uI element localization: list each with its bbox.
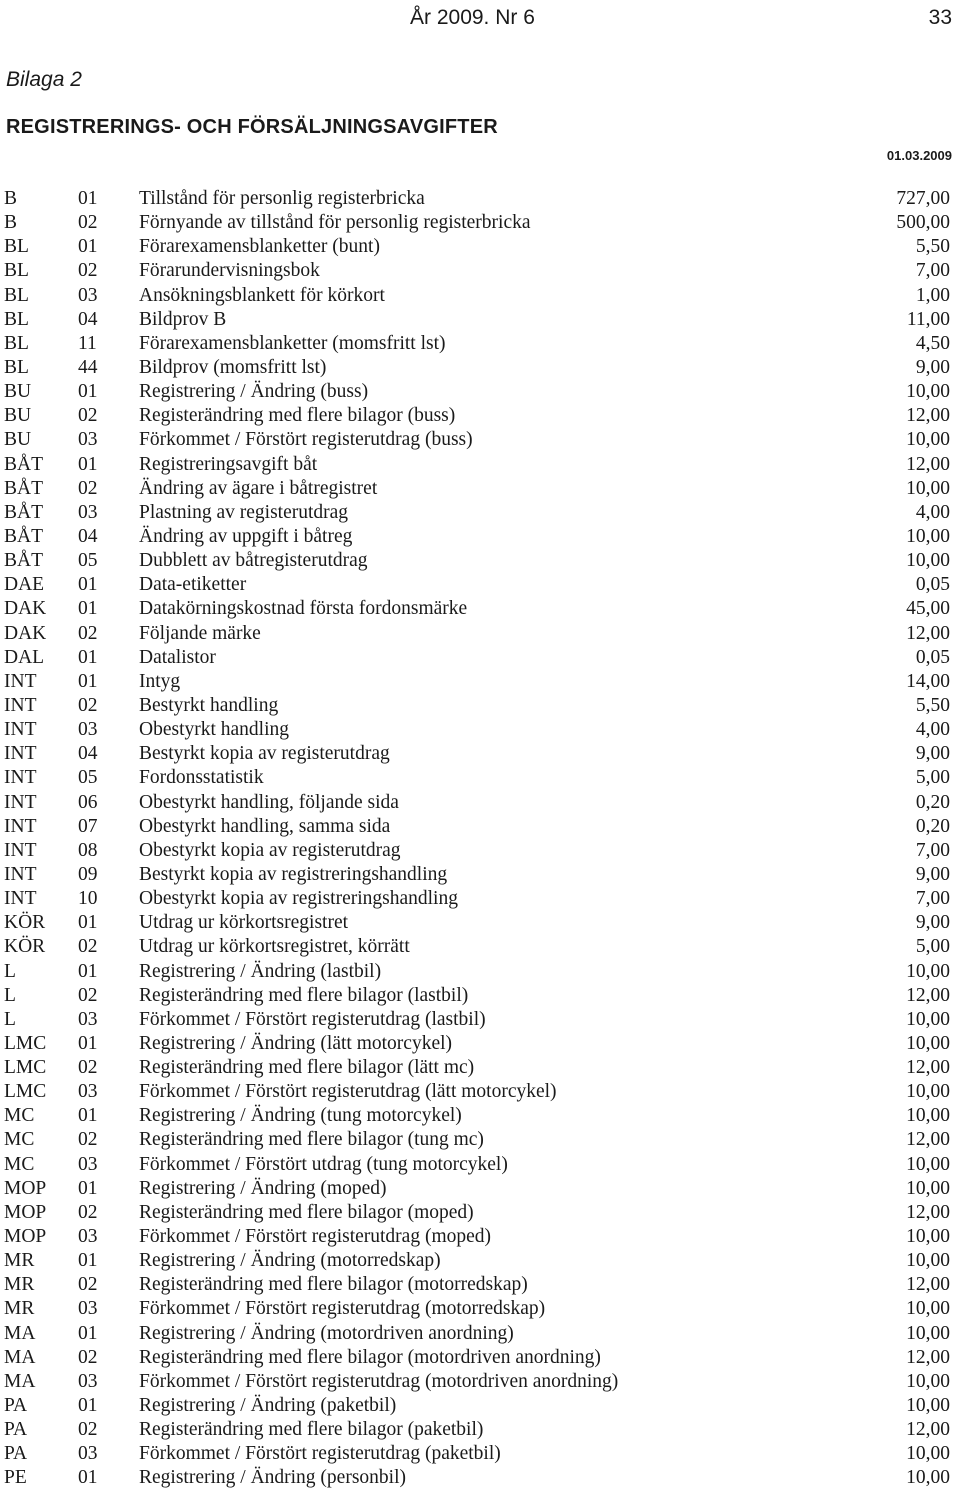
- fee-price: 10,00: [906, 1395, 950, 1417]
- fee-code: BÅT: [4, 525, 43, 547]
- fee-number: 03: [78, 284, 98, 306]
- table-row: [0, 356, 960, 380]
- fee-code: INT: [4, 694, 37, 716]
- fee-code: INT: [4, 791, 37, 813]
- fee-price: 12,00: [906, 622, 950, 644]
- fee-number: 02: [78, 1129, 98, 1151]
- fee-code: MOP: [4, 1177, 47, 1199]
- fee-description: Obestyrkt handling: [139, 719, 290, 741]
- fee-description: Obestyrkt kopia av registreringshandling: [139, 888, 458, 910]
- fee-price: 12,00: [906, 984, 950, 1006]
- table-row: [0, 1249, 960, 1273]
- fee-number: 06: [78, 791, 98, 813]
- table-row: [0, 839, 960, 863]
- table-row: [0, 477, 960, 501]
- fee-price: 10,00: [906, 1298, 950, 1320]
- fee-description: Dubblett av båtregisterutdrag: [139, 550, 368, 572]
- table-row: [0, 284, 960, 308]
- fee-code: BL: [4, 260, 29, 282]
- table-row: [0, 259, 960, 283]
- table-row: [0, 1273, 960, 1297]
- page-number: 33: [928, 6, 952, 29]
- table-row: [0, 935, 960, 959]
- fee-number: 02: [78, 1274, 98, 1296]
- fee-description: Registrering / Ändring (paketbil): [139, 1395, 397, 1417]
- fee-description: Förkommet / Förstört registerutdrag (moped): [139, 1226, 492, 1248]
- fee-number: 04: [78, 743, 98, 765]
- fee-number: 01: [78, 453, 98, 475]
- fee-description: Förarexamensblanketter (bunt): [139, 236, 380, 258]
- fee-code: L: [4, 960, 16, 982]
- fee-number: 04: [78, 525, 98, 547]
- fee-number: 03: [78, 1443, 98, 1465]
- fee-description: Förarexamensblanketter (momsfritt lst): [139, 332, 446, 354]
- fee-code: MR: [4, 1250, 35, 1272]
- fee-description: Förnyande av tillstånd för personlig registerbricka: [139, 212, 531, 234]
- fee-price: 10,00: [906, 1153, 950, 1175]
- table-row: [0, 1153, 960, 1177]
- fee-description: Registerändring med flere bilagor (moped): [139, 1201, 474, 1223]
- fee-number: 05: [78, 767, 98, 789]
- fee-code: MA: [4, 1346, 36, 1368]
- fee-description: Förkommet / Förstört registerutdrag (motordriven anordning): [139, 1370, 619, 1392]
- fee-price: 7,00: [915, 888, 950, 910]
- fee-price: 12,00: [906, 1201, 950, 1223]
- fee-price: 45,00: [906, 598, 950, 620]
- page-header: [0, 6, 960, 36]
- fee-description: Registrering / Ändring (lastbil): [139, 960, 382, 982]
- fee-code: MA: [4, 1322, 36, 1344]
- table-row: [0, 1008, 960, 1032]
- table-row: [0, 1346, 960, 1370]
- fee-description: Plastning av registerutdrag: [139, 501, 349, 523]
- fee-code: BÅT: [4, 453, 43, 475]
- fee-description: Tillstånd för personlig registerbricka: [139, 188, 425, 209]
- fee-description: Data-etiketter: [139, 574, 247, 596]
- fee-price: 727,00: [896, 188, 950, 209]
- fee-description: Registrering / Ändring (moped): [139, 1177, 387, 1199]
- fee-code: MC: [4, 1129, 35, 1151]
- fee-code: B: [4, 212, 18, 234]
- fee-description: Bildprov (momsfritt lst): [139, 356, 327, 378]
- fee-description: Registerändring med flere bilagor (motordriven anordning): [139, 1346, 601, 1368]
- table-row: [0, 622, 960, 646]
- fee-code: L: [4, 1008, 16, 1030]
- fee-code: BL: [4, 284, 29, 306]
- fee-price: 9,00: [915, 912, 950, 934]
- fee-number: 02: [78, 936, 98, 958]
- fee-price: 10,00: [906, 1226, 950, 1248]
- table-row: [0, 1418, 960, 1442]
- table-row: [0, 815, 960, 839]
- fee-price: 0,05: [915, 646, 950, 668]
- fee-description: Registrering / Ändring (motordriven anordning): [139, 1322, 514, 1344]
- fee-code: INT: [4, 888, 37, 910]
- fee-description: Förkommet / Förstört registerutdrag (buss): [139, 429, 473, 451]
- fee-number: 05: [78, 550, 98, 572]
- fee-number: 02: [78, 1419, 98, 1441]
- fee-number: 44: [78, 356, 98, 378]
- fee-description: Bildprov B: [139, 308, 227, 330]
- table-row: [0, 646, 960, 670]
- fee-description: Registrering / Ändring (motorredskap): [139, 1250, 441, 1272]
- fee-number: 01: [78, 598, 98, 620]
- fee-code: KÖR: [4, 936, 46, 958]
- fee-code: DAE: [4, 574, 45, 596]
- table-row: [0, 525, 960, 549]
- fee-number: 02: [78, 622, 98, 644]
- fee-code: INT: [4, 863, 37, 885]
- table-row: [0, 1322, 960, 1346]
- fee-code: INT: [4, 670, 37, 692]
- fee-number: 08: [78, 839, 98, 861]
- table-row: [0, 211, 960, 235]
- fee-price: 0,20: [915, 791, 950, 813]
- table-row: [0, 308, 960, 332]
- table-row: [0, 766, 960, 790]
- fee-number: 03: [78, 501, 98, 523]
- fee-description: Förarundervisningsbok: [139, 260, 320, 282]
- table-row: [0, 694, 960, 718]
- fee-description: Utdrag ur körkortsregistret, körrätt: [139, 936, 410, 958]
- fee-code: MR: [4, 1298, 35, 1320]
- fee-number: 11: [78, 332, 97, 354]
- fee-number: 03: [78, 1008, 98, 1030]
- table-row: [0, 887, 960, 911]
- table-row: [0, 1201, 960, 1225]
- fee-number: 10: [78, 888, 98, 910]
- fee-description: Registrering / Ändring (buss): [139, 381, 369, 403]
- fee-code: INT: [4, 839, 37, 861]
- fee-code: BU: [4, 381, 32, 403]
- table-row: [0, 187, 960, 211]
- fee-price: 4,00: [915, 501, 950, 523]
- fee-description: Bestyrkt kopia av registerutdrag: [139, 743, 390, 765]
- fee-description: Registerändring med flere bilagor (tung mc): [139, 1129, 484, 1151]
- fee-code: MA: [4, 1370, 36, 1392]
- fee-code: DAK: [4, 598, 47, 620]
- fee-number: 03: [78, 1153, 98, 1175]
- fee-number: 01: [78, 381, 98, 403]
- fee-price: 12,00: [906, 1129, 950, 1151]
- fee-price: 1,00: [915, 284, 950, 306]
- fee-description: Fordonsstatistik: [139, 767, 264, 789]
- fee-description: Följande märke: [139, 622, 261, 644]
- table-row: [0, 380, 960, 404]
- fee-description: Registerändring med flere bilagor (paketbil): [139, 1419, 484, 1441]
- fee-description: Registreringsavgift båt: [139, 453, 318, 475]
- fee-price: 0,05: [915, 574, 950, 596]
- fee-price: 5,50: [915, 694, 950, 716]
- fee-code: BL: [4, 236, 29, 258]
- fee-description: Bestyrkt kopia av registreringshandling: [139, 863, 448, 885]
- fee-code: PA: [4, 1443, 28, 1465]
- fee-code: BU: [4, 405, 32, 427]
- fee-number: 03: [78, 1226, 98, 1248]
- fee-code: KÖR: [4, 912, 46, 934]
- fee-description: Registrering / Ändring (personbil): [139, 1467, 406, 1489]
- fee-price: 12,00: [906, 453, 950, 475]
- fee-price: 12,00: [906, 1274, 950, 1296]
- fee-description: Förkommet / Förstört registerutdrag (lastbil): [139, 1008, 486, 1030]
- fee-price: 10,00: [906, 1443, 950, 1465]
- fee-number: 02: [78, 212, 98, 234]
- table-row: [0, 1466, 960, 1490]
- table-row: [0, 428, 960, 452]
- table-row: [0, 332, 960, 356]
- table-row: [0, 573, 960, 597]
- table-row: [0, 1032, 960, 1056]
- fee-price: 10,00: [906, 429, 950, 451]
- fee-price: 10,00: [906, 550, 950, 572]
- table-row: [0, 1177, 960, 1201]
- fee-number: 01: [78, 236, 98, 258]
- fee-code: B: [4, 188, 18, 209]
- fee-number: 01: [78, 1250, 98, 1272]
- fee-number: 02: [78, 405, 98, 427]
- fee-price: 10,00: [906, 960, 950, 982]
- fee-price: 9,00: [915, 743, 950, 765]
- fee-price: 4,00: [915, 719, 950, 741]
- fee-code: MOP: [4, 1226, 47, 1248]
- fee-description: Registerändring med flere bilagor (lastbil): [139, 984, 469, 1006]
- fee-code: PA: [4, 1419, 28, 1441]
- fee-code: PA: [4, 1395, 28, 1417]
- fee-code: DAK: [4, 622, 47, 644]
- table-row: [0, 718, 960, 742]
- fee-number: 01: [78, 646, 98, 668]
- table-row: [0, 960, 960, 984]
- table-row: [0, 501, 960, 525]
- fee-price: 12,00: [906, 1057, 950, 1079]
- fee-number: 02: [78, 1057, 98, 1079]
- fee-price: 10,00: [906, 1105, 950, 1127]
- fee-number: 03: [78, 1298, 98, 1320]
- fee-price: 7,00: [915, 839, 950, 861]
- fee-code: MOP: [4, 1201, 47, 1223]
- table-row: [0, 404, 960, 428]
- fee-code: INT: [4, 767, 37, 789]
- fee-price: 5,00: [915, 767, 950, 789]
- fee-price: 11,00: [906, 308, 950, 330]
- fee-code: BL: [4, 308, 29, 330]
- fee-number: 04: [78, 308, 98, 330]
- fee-number: 01: [78, 1032, 98, 1054]
- fee-number: 02: [78, 477, 98, 499]
- fee-description: Registerändring med flere bilagor (motorredskap): [139, 1274, 528, 1296]
- table-row: [0, 1128, 960, 1152]
- fee-description: Obestyrkt kopia av registerutdrag: [139, 839, 401, 861]
- fee-number: 02: [78, 260, 98, 282]
- fee-number: 02: [78, 694, 98, 716]
- fee-price: 5,50: [915, 236, 950, 258]
- fee-price: 10,00: [906, 381, 950, 403]
- table-row: [0, 1297, 960, 1321]
- fee-price: 9,00: [915, 356, 950, 378]
- document-title: REGISTRERINGS- OCH FÖRSÄLJNINGSAVGIFTER: [6, 116, 498, 138]
- fee-number: 01: [78, 912, 98, 934]
- fee-code: LMC: [4, 1057, 47, 1079]
- fee-code: BÅT: [4, 501, 43, 523]
- table-row: [0, 1442, 960, 1466]
- fee-number: 01: [78, 1105, 98, 1127]
- fee-code: LMC: [4, 1081, 47, 1103]
- fee-code: LMC: [4, 1032, 47, 1054]
- fee-price: 10,00: [906, 477, 950, 499]
- table-row: [0, 670, 960, 694]
- fee-price: 9,00: [915, 863, 950, 885]
- table-row: [0, 453, 960, 477]
- fee-price: 10,00: [906, 1008, 950, 1030]
- table-row: [0, 1104, 960, 1128]
- fee-description: Datakörningskostnad första fordonsmärke: [139, 598, 468, 620]
- table-row: [0, 742, 960, 766]
- fee-description: Förkommet / Förstört registerutdrag (paketbil): [139, 1443, 501, 1465]
- fee-number: 01: [78, 670, 98, 692]
- fee-description: Ändring av ägare i båtregistret: [139, 477, 378, 499]
- fee-price: 10,00: [906, 1081, 950, 1103]
- fee-code: BÅT: [4, 477, 43, 499]
- table-row: [0, 1370, 960, 1394]
- table-row: [0, 1394, 960, 1418]
- fee-code: PE: [4, 1467, 27, 1489]
- fee-description: Obestyrkt handling, följande sida: [139, 791, 399, 813]
- fee-price: 4,50: [915, 332, 950, 354]
- fee-description: Registerändring med flere bilagor (lätt mc): [139, 1057, 475, 1079]
- fee-description: Registerändring med flere bilagor (buss): [139, 405, 456, 427]
- fee-description: Förkommet / Förstört registerutdrag (motorredskap): [139, 1298, 546, 1320]
- fee-description: Registrering / Ändring (lätt motorcykel): [139, 1032, 453, 1054]
- fee-number: 02: [78, 1346, 98, 1368]
- fee-code: BU: [4, 429, 32, 451]
- fee-price: 10,00: [906, 525, 950, 547]
- fee-number: 07: [78, 815, 98, 837]
- fee-number: 02: [78, 1201, 98, 1223]
- fee-code: MR: [4, 1274, 35, 1296]
- fee-description: Förkommet / Förstört utdrag (tung motorcykel): [139, 1153, 508, 1175]
- fee-number: 03: [78, 1370, 98, 1392]
- fee-price: 500,00: [896, 212, 950, 234]
- table-row: [0, 1080, 960, 1104]
- fee-description: Utdrag ur körkortsregistret: [139, 912, 349, 934]
- fee-number: 03: [78, 719, 98, 741]
- fee-price: 12,00: [906, 1419, 950, 1441]
- fee-number: 03: [78, 1081, 98, 1103]
- table-row: [0, 1056, 960, 1080]
- fee-code: INT: [4, 815, 37, 837]
- table-row: [0, 235, 960, 259]
- fee-number: 09: [78, 863, 98, 885]
- fee-number: 01: [78, 1177, 98, 1199]
- appendix-label: Bilaga 2: [6, 68, 82, 91]
- fee-description: Registrering / Ändring (tung motorcykel): [139, 1105, 462, 1127]
- fee-number: 01: [78, 188, 98, 209]
- table-row: [0, 911, 960, 935]
- fee-price: 5,00: [915, 936, 950, 958]
- fee-code: INT: [4, 719, 37, 741]
- table-row: [0, 597, 960, 621]
- fee-number: 03: [78, 429, 98, 451]
- fee-number: 01: [78, 960, 98, 982]
- fee-table: [0, 187, 960, 1491]
- fee-price: 10,00: [906, 1467, 950, 1489]
- fee-code: BÅT: [4, 550, 43, 572]
- fee-code: BL: [4, 356, 29, 378]
- fee-code: L: [4, 984, 16, 1006]
- fee-number: 01: [78, 1322, 98, 1344]
- fee-description: Ansökningsblankett för körkort: [139, 284, 385, 306]
- fee-price: 10,00: [906, 1032, 950, 1054]
- fee-description: Ändring av uppgift i båtreg: [139, 525, 353, 547]
- fee-price: 10,00: [906, 1177, 950, 1199]
- document-date: 01.03.2009: [886, 148, 952, 163]
- fee-description: Bestyrkt handling: [139, 694, 279, 716]
- table-row: [0, 549, 960, 573]
- fee-number: 02: [78, 984, 98, 1006]
- fee-price: 10,00: [906, 1250, 950, 1272]
- fee-price: 10,00: [906, 1322, 950, 1344]
- fee-price: 10,00: [906, 1370, 950, 1392]
- fee-number: 01: [78, 574, 98, 596]
- fee-code: DAL: [4, 646, 45, 668]
- fee-description: Obestyrkt handling, samma sida: [139, 815, 391, 837]
- fee-code: MC: [4, 1105, 35, 1127]
- fee-number: 01: [78, 1467, 98, 1489]
- issue-label: År 2009. Nr 6: [410, 6, 535, 29]
- fee-price: 7,00: [915, 260, 950, 282]
- fee-code: BL: [4, 332, 29, 354]
- fee-price: 0,20: [915, 815, 950, 837]
- fee-description: Datalistor: [139, 646, 216, 668]
- table-row: [0, 984, 960, 1008]
- fee-price: 12,00: [906, 405, 950, 427]
- fee-price: 12,00: [906, 1346, 950, 1368]
- fee-number: 01: [78, 1395, 98, 1417]
- table-row: [0, 791, 960, 815]
- fee-description: Förkommet / Förstört registerutdrag (lätt motorcykel): [139, 1081, 557, 1103]
- fee-code: MC: [4, 1153, 35, 1175]
- table-row: [0, 1225, 960, 1249]
- table-row: [0, 863, 960, 887]
- fee-code: INT: [4, 743, 37, 765]
- fee-price: 14,00: [906, 670, 950, 692]
- fee-description: Intyg: [139, 670, 181, 692]
